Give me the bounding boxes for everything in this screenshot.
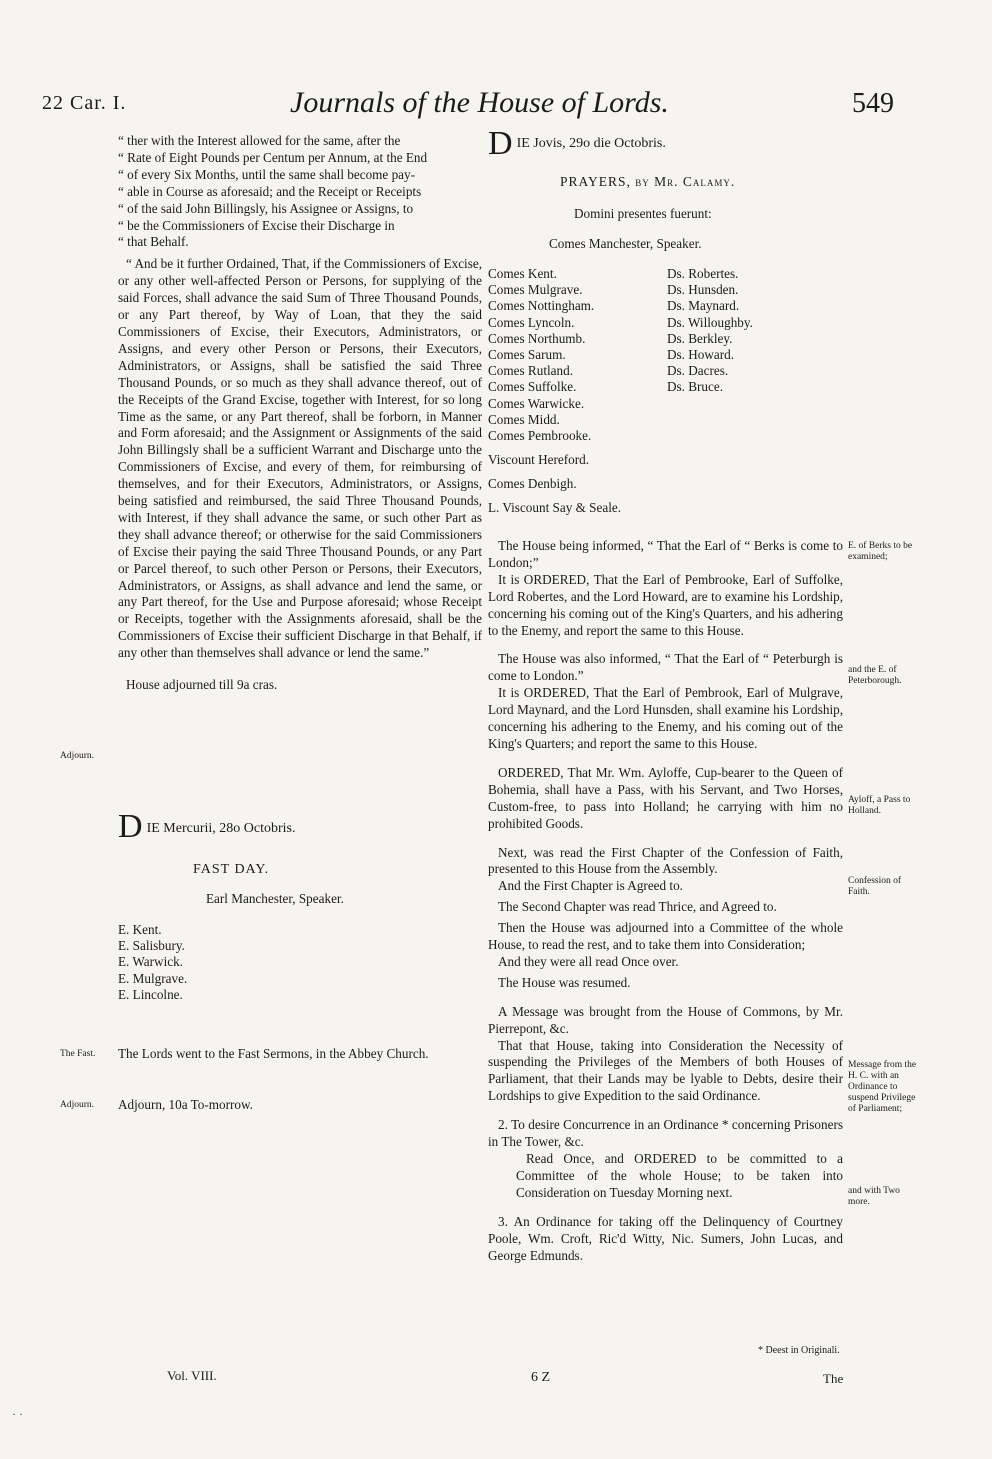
lord-entry: L. Viscount Say & Seale.: [488, 500, 622, 516]
lord-entry: Comes Denbigh.: [488, 476, 577, 492]
comites-list: [488, 266, 594, 444]
margin-note-berks: E. of Berks to be examined;: [848, 541, 913, 562]
paragraph: And the First Chapter is Agreed to.: [498, 878, 683, 894]
edge-marks: · ·: [12, 1407, 23, 1421]
margin-note-two-more: and with Two more.: [848, 1186, 900, 1207]
lord-entry: E. Mulgrave.: [118, 970, 188, 986]
ordinance-paragraph: “ And be it further Ordained, That, if the Commissioners of Excise, or any other well-affected Person or Persons, for supplying of the said Forces, shall advance the said Sum of Three Thousand Pounds, or any Part thereof, by Way of Loan, that they the said Commissioners of Excise, their Executors, Administrators, or Assigns, and every other Person or Persons, their Executors, Administrators, or Assigns, shall be satisfied the said Three Thousand Pounds, or so much as they shall advance thereof, out of the Receipts of the Grand Excise, together with Interest, for so long Time as the same, or any Part thereof, shall be forborn, in Manner and Form aforesaid; and the Assignment or Assignments of the said John Billingsly shall be a sufficient Warrant and Discharge unto the Commissioners of Excise, and every of them, for reimbursing of themselves, and for their Executors, Administrators, or Assigns, being satisfied and reimbursed, the said Three Thousand Pounds, with Interest, if they shall advance the same, or such other Part as they shall advance thereof; or otherwise for the said Commissioners of Excise their paying the said Three Thousand Pounds, or any Part or Parcel thereof, to such other Person or Persons, their Executors, Administrators, or Assigns, as shall advance and lend the same, or any Part thereof, for the Use and Purpose aforesaid; whose Receipt or Receipts, together with the Assignments aforesaid, shall be the Commissioners of Excise their sufficient Discharge in that Behalf, if any other than themselves shall advance or lend the same.”: [118, 256, 482, 661]
paragraph: The House was also informed, “ That the Earl of “ Peterburgh is come to London.”: [488, 651, 843, 684]
adjourn-text: House adjourned till 9a cras.: [126, 677, 278, 693]
lord-entry: Comes Sarum.: [488, 347, 566, 363]
paragraph: Next, was read the First Chapter of the Confession of Faith, presented to this House from the Assembly.: [488, 844, 843, 877]
page-number: 549: [852, 88, 894, 119]
left-column: [118, 133, 482, 694]
lord-entry: Comes Mulgrave.: [488, 282, 583, 298]
running-head-title: Journals of the House of Lords.: [290, 86, 669, 119]
fast-sermon-text: The Lords went to the Fast Sermons, in the Abbey Church.: [118, 1046, 429, 1061]
margin-note-confession: Confession of Faith.: [848, 876, 902, 897]
margin-note-adjourn: Adjourn.: [60, 751, 95, 761]
paragraph: ORDERED, That Mr. Wm. Ayloffe, Cup-bearer to the Queen of Bohemia, shall have a Pass, with his Servant, and Two Horses, Custom-free, to pass into Holland; he carrying with him no prohibited Goods.: [488, 764, 843, 831]
lord-entry: Ds. Bruce.: [667, 379, 724, 395]
lord-entry: Ds. Hunsden.: [667, 282, 739, 298]
lord-entry: Comes Nottingham.: [488, 298, 595, 314]
margin-note-fast: The Fast.: [60, 1049, 96, 1059]
margin-note-adjourn-2: Adjourn.: [60, 1100, 95, 1110]
quote-continuation: [118, 133, 482, 251]
paragraph: The Second Chapter was read Thrice, and Agreed to.: [498, 899, 777, 915]
paragraph: 2. To desire Concurrence in an Ordinance * concerning Prisoners in The Tower, &c.: [488, 1117, 843, 1150]
right-body: [488, 538, 843, 1264]
text-line: “ of the said John Billingsly, his Assignee or Assigns, to: [118, 200, 414, 216]
viscount-list: [488, 452, 621, 517]
paragraph: And they were all read Once over.: [498, 953, 679, 969]
fast-day-heading: FAST DAY.: [193, 862, 270, 877]
paragraph: 3. An Ordinance for taking off the Delinquency of Courtney Poole, Wm. Croft, Ric'd Witty, Nic. Sumers, John Lucas, and George Edmunds.: [488, 1213, 843, 1263]
text-line: “ Rate of Eight Pounds per Centum per Annum, at the End: [118, 149, 428, 165]
paragraph: It is ORDERED, That the Earl of Pembrook, Earl of Mulgrave, Lord Maynard, and the Lord Hunsden, shall examine his Lordship, concerning his adhering to the Enemy, and his coming out of the King's Quarters; and report the same to this House.: [488, 685, 843, 751]
speaker-line: Earl Manchester, Speaker.: [206, 891, 344, 906]
catchword: The: [823, 1371, 844, 1386]
paragraph: A Message was brought from the House of Commons, by Mr. Pierrepont, &c.: [488, 1003, 843, 1036]
lord-entry: Comes Rutland.: [488, 363, 573, 379]
lord-entry: Ds. Maynard.: [667, 298, 740, 314]
text-line: “ of every Six Months, until the same shall become pay-: [118, 166, 416, 182]
lord-entry: Comes Suffolke.: [488, 379, 577, 395]
adjourn-text-2: Adjourn, 10a To-morrow.: [118, 1097, 253, 1112]
text-line: “ that Behalf.: [118, 234, 189, 250]
paragraph: That that House, taking into Consideration the Necessity of suspending the Privileges of the Members of both Houses of Parliament, that their Lands may be lyable to Debts, desire their Lordships to give Expedition to the said Ordinance.: [488, 1037, 843, 1104]
lord-entry: Ds. Robertes.: [667, 266, 739, 281]
lord-entry: Ds. Howard.: [667, 347, 735, 363]
paragraph: Read Once, and ORDERED to be committed to a Committee of the whole House; to be taken into Consideration on Tuesday Morning next.: [516, 1151, 843, 1200]
day-heading-thursday: [488, 125, 843, 162]
prayers-line: PRAYERS, by Mr. Calamy.: [560, 174, 736, 189]
drop-cap: D: [488, 125, 513, 162]
lord-entry: Comes Pembrooke.: [488, 428, 592, 444]
footnote: * Deest in Originali.: [758, 1345, 840, 1356]
running-head-left: 22 Car. I.: [42, 92, 127, 114]
drop-cap: D: [118, 808, 143, 845]
margin-note-peterborough: and the E. of Peterborough.: [848, 665, 902, 686]
lord-entry: Comes Northumb.: [488, 330, 586, 346]
signature-mark: 6 Z: [531, 1370, 551, 1385]
day-heading-text: IE Mercurii, 28o Octobris.: [146, 821, 296, 836]
paragraph: Then the House was adjourned into a Committee of the whole House, to read the rest, and to take them into Consideration;: [488, 920, 843, 953]
lord-entry: E. Kent.: [118, 922, 162, 937]
domini-line: Domini presentes fuerunt:: [574, 206, 712, 221]
text-line: “ ther with the Interest allowed for the same, after the: [118, 133, 401, 148]
text-line: “ able in Course as aforesaid; and the Receipt or Receipts: [118, 183, 422, 199]
volume-line: Vol. VIII.: [167, 1368, 217, 1383]
paragraph: The House was resumed.: [498, 974, 631, 990]
lord-entry: Comes Warwicke.: [488, 395, 585, 411]
lord-entry: Ds. Dacres.: [667, 363, 729, 379]
lord-entry: Comes Midd.: [488, 411, 560, 427]
lord-entry: Comes Kent.: [488, 266, 557, 281]
lord-entry: Comes Lyncoln.: [488, 314, 575, 330]
speaker-line: Comes Manchester, Speaker.: [549, 236, 702, 251]
day-heading-text: IE Jovis, 29o die Octobris.: [516, 136, 666, 151]
lord-entry: E. Lincolne.: [118, 986, 183, 1002]
margin-note-message: Message from the H. C. with an Ordinance to suspend Privilege of Parliament;: [848, 1060, 917, 1114]
lord-entry: E. Salisbury.: [118, 938, 185, 954]
lord-entry: Ds. Berkley.: [667, 330, 733, 346]
lords-present-list: [118, 922, 187, 1003]
domini-list: [667, 266, 753, 396]
lord-entry: Viscount Hereford.: [488, 452, 590, 467]
margin-note-ayloff: Ayloff, a Pass to Holland.: [848, 795, 911, 816]
text-line: “ be the Commissioners of Excise their Discharge in: [118, 217, 395, 233]
paragraph: It is ORDERED, That the Earl of Pembrooke, Earl of Suffolke, Lord Robertes, and the Lord Howard, are to examine his Lordship, concerning his coming out of the King's Quarters, and his adhering to the Enemy, and report the same to this House.: [488, 571, 843, 638]
paragraph: The House being informed, “ That the Earl of “ Berks is come to London;”: [488, 538, 843, 570]
day-heading-wednesday: [118, 808, 482, 846]
lord-entry: Ds. Willoughby.: [667, 314, 753, 330]
lord-entry: E. Warwick.: [118, 954, 183, 970]
